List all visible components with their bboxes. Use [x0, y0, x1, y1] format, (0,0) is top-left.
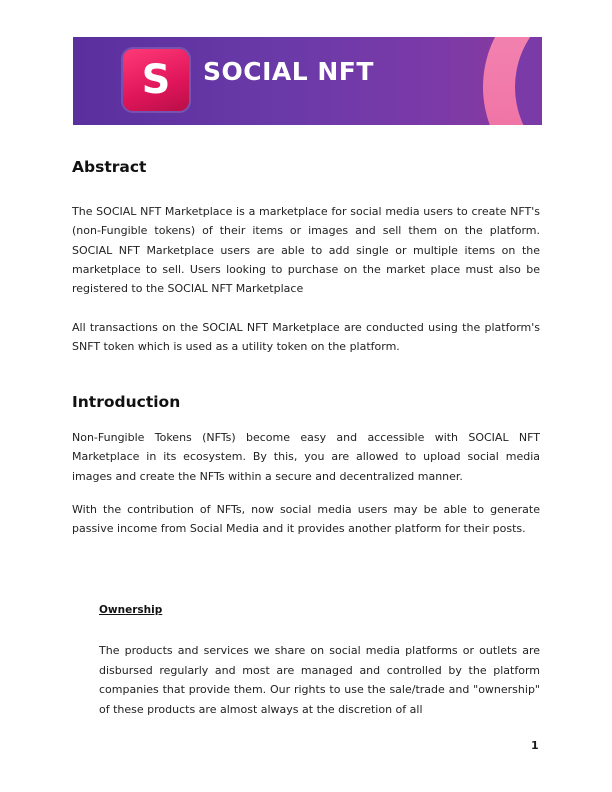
brand-name: SOCIAL NFT: [203, 57, 374, 86]
logo-letter: S: [141, 57, 171, 103]
introduction-heading: Introduction: [72, 393, 181, 411]
social-nft-logo-icon: [123, 49, 189, 111]
page-number: 1: [531, 739, 539, 752]
ownership-paragraph-1: The products and services we share on social media platforms or outlets are disbursed regularly and most are managed and controlled by the platform companies that provide them. Our rights to use the sale/trade and "ownership" of these products are almost always at the discretion of all: [99, 644, 540, 716]
introduction-paragraph-1: Non-Fungible Tokens (NFTs) become easy and accessible with SOCIAL NFT Marketplace in its ecosystem. By this, you are allowed to upload social media images and create the NFTs within a secure and decentralized manner.: [72, 431, 540, 483]
abstract-paragraph-2: All transactions on the SOCIAL NFT Marketplace are conducted using the platform's SNFT token which is used as a utility token on the platform.: [72, 321, 540, 354]
abstract-paragraph-1: The SOCIAL NFT Marketplace is a marketplace for social media users to create NFT's (non-Fungible tokens) of their items or images and sell them on the platform. SOCIAL NFT Marketplace users are able to add single or multiple items on the marketplace to sell. Users looking to purchase on the market place must also be registered to the SOCIAL NFT Marketplace: [72, 205, 540, 296]
abstract-heading: Abstract: [72, 158, 147, 176]
header-banner: [73, 37, 542, 125]
introduction-paragraph-2: With the contribution of NFTs, now social media users may be able to generate passive income from Social Media and it provides another platform for their posts.: [72, 503, 540, 536]
ownership-heading: Ownership: [99, 604, 163, 616]
